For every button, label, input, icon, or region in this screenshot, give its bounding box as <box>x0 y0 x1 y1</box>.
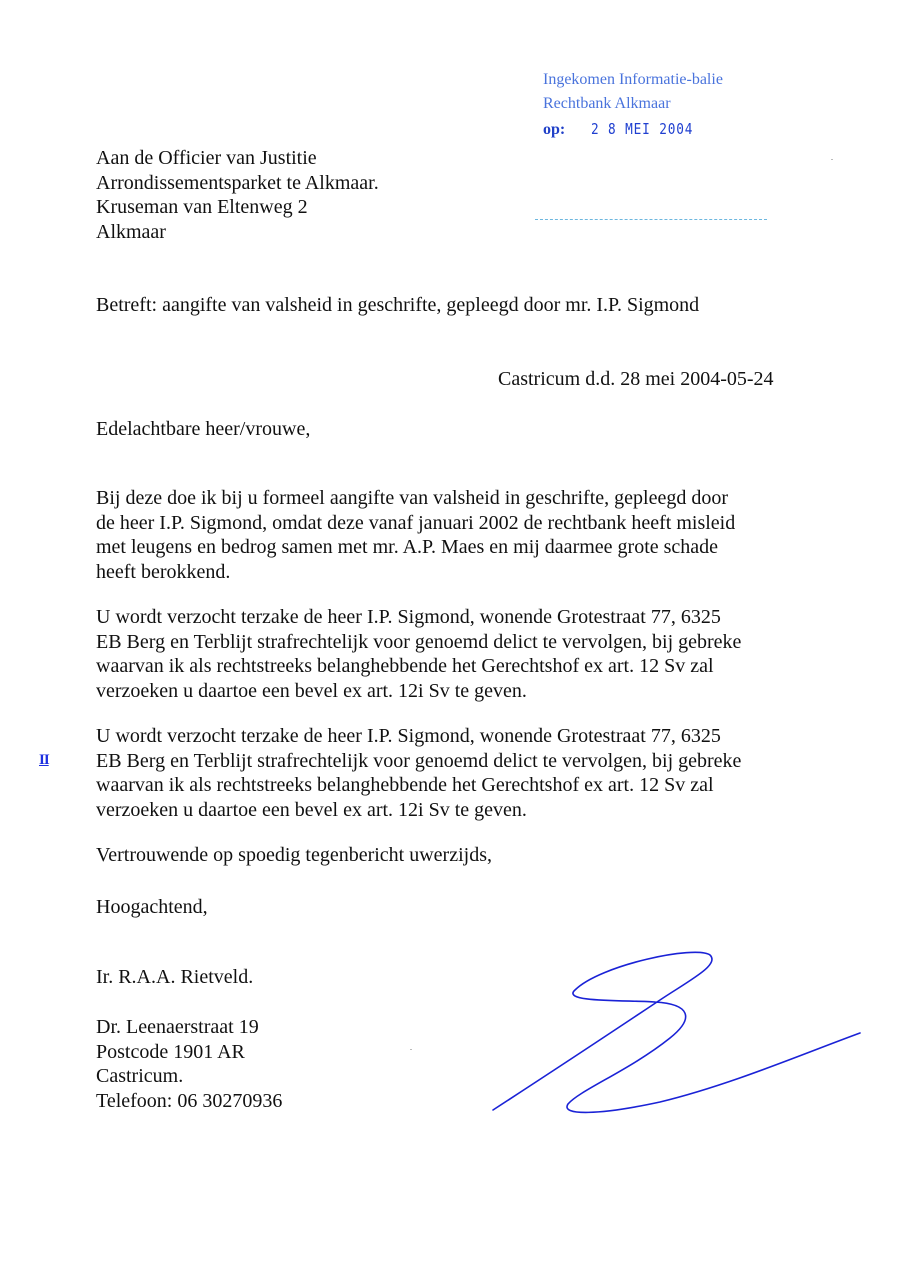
sender-address-line: Castricum. <box>96 1065 184 1087</box>
recipient-address <box>96 146 379 244</box>
closing-line: Vertrouwende op spoedig tegenbericht uwerzijds, <box>96 844 492 866</box>
paragraph-line: met leugens en bedrog samen met mr. A.P. Maes en mij daarmee grote schade <box>96 536 719 558</box>
sender-address <box>96 1015 282 1113</box>
stamp-line-1: Ingekomen Informatie-balie <box>543 71 723 88</box>
paragraph-line: heeft berokkend. <box>96 560 231 583</box>
paragraph-line: verzoeken u daartoe een bevel ex art. 12i Sv te geven. <box>96 679 527 702</box>
stamp-underline <box>535 219 767 220</box>
paragraph-line: waarvan ik als rechtstreeks belanghebbende het Gerechtshof ex art. 12 Sv zal <box>96 655 714 677</box>
sender-address-line: Telefoon: 06 30270936 <box>96 1089 283 1112</box>
body-paragraph-3 <box>96 724 816 822</box>
sender-name: Ir. R.A.A. Rietveld. <box>96 966 254 988</box>
subject-line: Betreft: aangifte van valsheid in geschrifte, gepleegd door mr. I.P. Sigmond <box>96 294 700 316</box>
stamp-date: 2 8 MEI 2004 <box>591 120 694 138</box>
stamp-op-label: op: <box>543 121 566 138</box>
paragraph-line: verzoeken u daartoe een bevel ex art. 12i Sv te geven. <box>96 798 527 821</box>
paragraph-line: U wordt verzocht terzake de heer I.P. Sigmond, wonende Grotestraat 77, 6325 <box>96 606 721 628</box>
place-date: Castricum d.d. 28 mei 2004-05-24 <box>498 368 774 390</box>
stamp-date-row <box>543 116 723 143</box>
paragraph-line: EB Berg en Terblijt strafrechtelijk voor genoemd delict te vervolgen, bij gebreke <box>96 630 742 653</box>
sender-address-line: Dr. Leenaerstraat 19 <box>96 1016 259 1038</box>
closing-greeting: Hoogachtend, <box>96 896 208 918</box>
received-stamp <box>543 68 723 143</box>
scan-speck <box>410 1049 412 1050</box>
paragraph-line: Bij deze doe ik bij u formeel aangifte van valsheid in geschrifte, gepleegd door <box>96 487 729 509</box>
recipient-line: Arrondissementsparket te Alkmaar. <box>96 171 379 194</box>
scan-speck <box>831 159 833 160</box>
recipient-line: Alkmaar <box>96 220 166 243</box>
salutation: Edelachtbare heer/vrouwe, <box>96 418 311 440</box>
recipient-line: Aan de Officier van Justitie <box>96 147 317 169</box>
paragraph-line: de heer I.P. Sigmond, omdat deze vanaf januari 2002 de rechtbank heeft misleid <box>96 511 736 534</box>
body-paragraph-2 <box>96 605 816 703</box>
sender-address-line: Postcode 1901 AR <box>96 1040 245 1063</box>
paragraph-line: EB Berg en Terblijt strafrechtelijk voor genoemd delict te vervolgen, bij gebreke <box>96 749 742 772</box>
stamp-line-2: Rechtbank Alkmaar <box>543 95 671 112</box>
handwritten-signature <box>480 940 880 1130</box>
paragraph-line: waarvan ik als rechtstreeks belanghebbende het Gerechtshof ex art. 12 Sv zal <box>96 774 714 796</box>
recipient-line: Kruseman van Eltenweg 2 <box>96 196 308 218</box>
margin-mark: II <box>39 752 49 768</box>
paragraph-line: U wordt verzocht terzake de heer I.P. Sigmond, wonende Grotestraat 77, 6325 <box>96 725 721 747</box>
body-paragraph-1 <box>96 486 816 584</box>
